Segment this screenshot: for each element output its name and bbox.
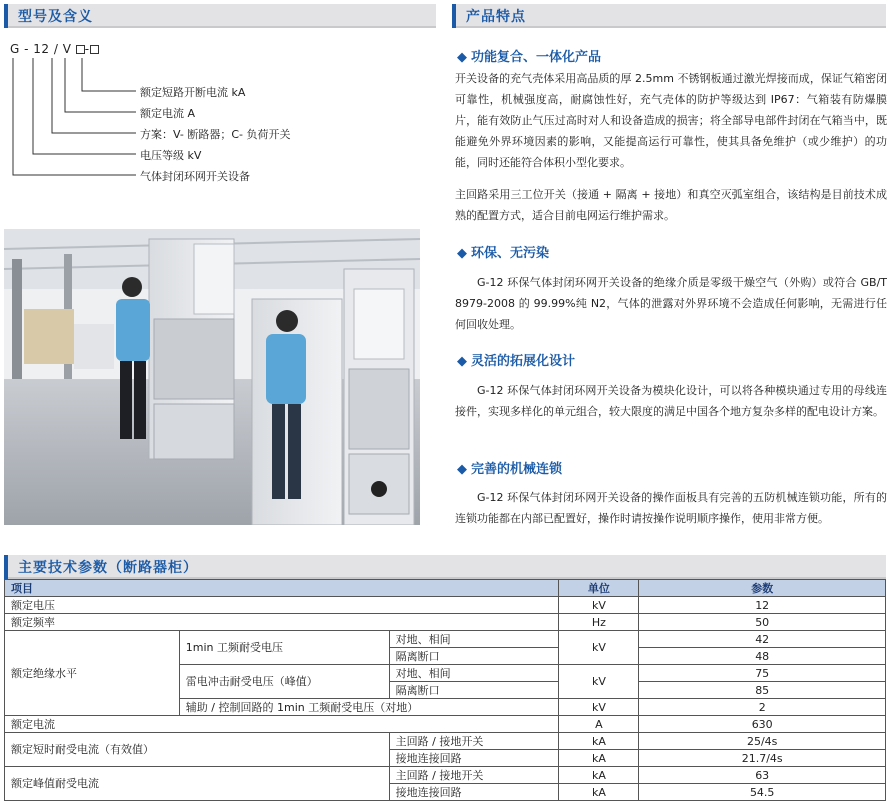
model-code-dash: -: [84, 42, 90, 56]
params-section-header: [4, 555, 886, 579]
table-row: 接地连接回路 kA 21.7/4s: [5, 750, 886, 767]
table-row: 隔离断口 85: [5, 682, 886, 699]
model-label-voltage: 电压等级 kV: [140, 149, 202, 162]
model-label-device-name: 气体封闭环网开关设备: [140, 170, 250, 183]
feature-title-interlock: ◆ 完善的机械连锁: [457, 462, 563, 477]
params-section-title: 主要技术参数（断路器柜）: [18, 560, 198, 576]
table-row: 额定电压 kV 12: [5, 597, 886, 614]
header-unit: 单位: [559, 580, 639, 597]
feature-paragraph: 主回路采用三工位开关（接通 + 隔离 + 接地）和真空灭弧室组合，该结构是目前技术成熟的配置方式，适合目前电网运行维护需求。: [455, 188, 887, 222]
model-section-title: 型号及含义: [18, 9, 93, 25]
factory-photo: [4, 229, 420, 525]
table-row: 额定绝缘水平 1min 工频耐受电压 对地、相间 kV 42: [5, 631, 886, 648]
table-row: 额定频率 Hz 50: [5, 614, 886, 631]
table-header-row: [5, 580, 886, 597]
features-section-header: [452, 4, 886, 28]
table-row: 额定峰值耐受电流 主回路 / 接地开关 kA 63: [5, 767, 886, 784]
diamond-icon: ◆: [457, 50, 467, 65]
feature-paragraph: G-12 环保气体封闭环网开关设备的绝缘介质是零级干燥空气（外购）或符合 GB/T 8979-2008 的 99.99%纯 N2，气体的泄露对外界环境不会造成任何影响，无需进行任何回收处理。: [455, 276, 887, 331]
insulation-level-cell: 额定绝缘水平: [5, 631, 180, 716]
feature-paragraph: 开关设备的充气壳体采用高品质的厚 2.5mm 不锈钢板通过激光焊接而成，保证气箱密闭可靠性，机械强度高，耐腐蚀性好，充气壳体的防护等级达到 IP67：气箱装有防爆膜片，能有效防止气压过高时对人和设备造成的损害；将全部导电部件封闭在气箱当中，既能避免外界环境因素的影响，又能提高运行可靠性，使其具备免维护（或少维护）的功能，同时还能符合体积小型化要求。: [455, 72, 887, 169]
diamond-icon: ◆: [457, 354, 467, 369]
feature-title-eco: ◆ 环保、无污染: [457, 246, 550, 261]
table-row: 额定电流 A 630: [5, 716, 886, 733]
table-row: 额定短时耐受电流（有效值） 主回路 / 接地开关 kA 25/4s: [5, 733, 886, 750]
table-row: 隔离断口 48: [5, 648, 886, 665]
table-row: 接地连接回路 kA 54.5: [5, 784, 886, 801]
feature-paragraph: G-12 环保气体封闭环网开关设备为模块化设计，可以将各种模块通过专用的母线连接件，实现多样化的单元组合，较大限度的满足中国各个地方复杂多样的配电设计方案。: [455, 384, 887, 418]
diamond-icon: ◆: [457, 462, 467, 477]
feature-paragraph: G-12 环保气体封闭环网开关设备的操作面板具有完善的五防机械连锁功能，所有的连锁功能都在内部已配置好，操作时请按操作说明顺序操作，使用非常方便。: [455, 491, 887, 525]
model-label-breaking-current: 额定短路开断电流 kA: [140, 86, 246, 99]
table-row: 雷电冲击耐受电压（峰值） 对地、相间 kV 75: [5, 665, 886, 682]
model-code-prefix: G - 12 / V: [10, 42, 72, 56]
params-table: [4, 579, 886, 801]
header-accent: [452, 4, 456, 28]
feature-title-modular: ◆ 灵活的拓展化设计: [457, 354, 576, 369]
features-section-title: 产品特点: [466, 9, 526, 25]
header-value: 参数: [639, 580, 886, 597]
header-item: 项目: [5, 580, 559, 597]
model-label-rated-current: 额定电流 A: [140, 107, 196, 120]
feature-title-integration: ◆ 功能复合、一体化产品: [457, 50, 602, 65]
header-accent: [4, 555, 8, 579]
table-row: 辅助 / 控制回路的 1min 工频耐受电压（对地） kV 2: [5, 699, 886, 716]
model-label-scheme: 方案：V- 断路器；C- 负荷开关: [140, 128, 291, 141]
diamond-icon: ◆: [457, 246, 467, 261]
